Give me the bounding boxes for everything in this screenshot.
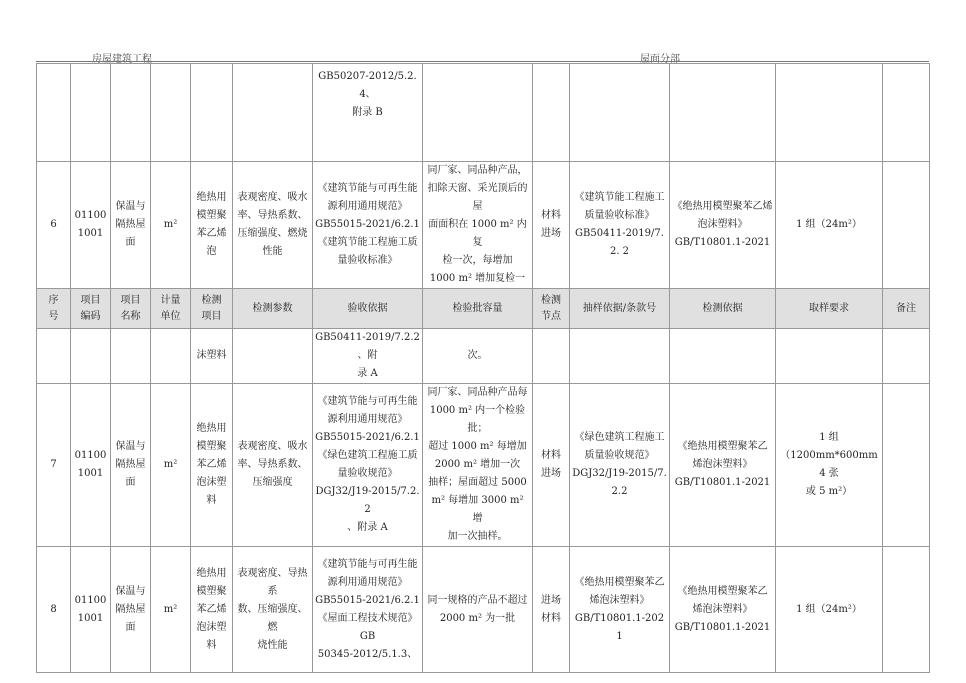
cell-name: 保温与 隔热屋 面 (111, 547, 151, 673)
column-header: 抽样依据/条款号 (570, 289, 670, 329)
column-header: 检测依据 (670, 289, 776, 329)
cell-name: 保温与 隔热屋 面 (111, 384, 151, 547)
cell-params: 表观密度、吸水 率、导热系数、 压缩强度 (233, 384, 313, 547)
cell-sampling-basis: 《建筑节能工程施工 质量验收标准》 GB50411-2019/7.2. 2 (570, 162, 670, 289)
cell-no: 6 (37, 162, 71, 289)
cell-sampling-basis (570, 329, 670, 384)
cell-remark (883, 384, 930, 547)
inspection-table (36, 63, 930, 673)
cell-item (191, 64, 233, 162)
header-division: 屋面分部 (640, 54, 680, 65)
column-header: 验收依据 (313, 289, 423, 329)
cell-test-basis: 《绝热用模塑聚苯乙烯 泡沫塑料》 GB/T10801.1-2021 (670, 162, 776, 289)
column-header: 备注 (883, 289, 930, 329)
cell-unit: m² (151, 162, 191, 289)
cell-test-basis (670, 329, 776, 384)
cell-params: 表观密度、吸水 率、导热系数、 压缩强度、燃烧 性能 (233, 162, 313, 289)
column-header: 检测 节点 (533, 289, 570, 329)
table-header-row (37, 289, 930, 329)
table-row (37, 547, 930, 673)
cell-code (71, 329, 111, 384)
cell-name (111, 329, 151, 384)
header-project: 房屋建筑工程 (92, 54, 152, 65)
cell-unit (151, 64, 191, 162)
cell-sampling-basis: 《绝热用模塑聚苯乙 烯泡沫塑料》 GB/T10801.1-2021 (570, 547, 670, 673)
cell-code (71, 64, 111, 162)
cell-test-basis: 《绝热用模塑聚苯乙 烯泡沫塑料》 GB/T10801.1-2021 (670, 384, 776, 547)
cell-code: 01100 1001 (71, 162, 111, 289)
cell-basis: GB50207-2012/5.2.4、 附录 B (313, 64, 423, 162)
cell-remark (883, 329, 930, 384)
cell-basis: 《建筑节能与可再生能 源利用通用规范》 GB55015-2021/6.2.1 《绿色建筑工程施工质 量验收规范》 DGJ32/J19-2015/7.2.2 、附录 A (313, 384, 423, 547)
cell-no (37, 64, 71, 162)
column-header: 检测 项目 (191, 289, 233, 329)
cell-remark (883, 64, 930, 162)
cell-sampling-req: 1 组（24m²） (776, 162, 883, 289)
cell-capacity: 同一规格的产品不超过 2000 m² 为一批 (423, 547, 533, 673)
cell-code: 01100 1001 (71, 547, 111, 673)
cell-basis: GB50411-2019/7.2.2 、附 录 A (313, 329, 423, 384)
table-row (37, 64, 930, 162)
column-header: 检测参数 (233, 289, 313, 329)
cell-test-basis (670, 64, 776, 162)
cell-node (533, 64, 570, 162)
cell-code: 01100 1001 (71, 384, 111, 547)
column-header: 计量 单位 (151, 289, 191, 329)
cell-name (111, 64, 151, 162)
cell-no: 8 (37, 547, 71, 673)
cell-test-basis: 《绝热用模塑聚苯乙 烯泡沫塑料》 GB/T10801.1-2021 (670, 547, 776, 673)
table-row (37, 384, 930, 547)
cell-unit: m² (151, 384, 191, 547)
cell-name: 保温与 隔热屋 面 (111, 162, 151, 289)
cell-capacity: 同厂家、同品种产品， 扣除天窗、采光顶后的屋 面面积在 1000 m² 内复 检一次，每增加 1000 m² 增加复检一 (423, 162, 533, 289)
column-header: 序 号 (37, 289, 71, 329)
cell-capacity (423, 64, 533, 162)
column-header: 取样要求 (776, 289, 883, 329)
cell-sampling-req: 1 组 （1200mm*600mm4 张 或 5 m²） (776, 384, 883, 547)
cell-node: 材料 进场 (533, 162, 570, 289)
cell-node (533, 329, 570, 384)
cell-capacity: 同厂家、同品种产品每 1000 m² 内一个检验批； 超过 1000 m² 每增加 2000 m² 增加一次 抽样；屋面超过 5000 m² 每增加 3000 m² 增 加一次抽样。 (423, 384, 533, 547)
cell-no (37, 329, 71, 384)
cell-basis: 《建筑节能与可再生能 源利用通用规范》 GB55015-2021/6.2.1 《屋面工程技术规范》 GB 50345-2012/5.1.3、 (313, 547, 423, 673)
cell-remark (883, 162, 930, 289)
cell-params (233, 329, 313, 384)
cell-remark (883, 547, 930, 673)
cell-no: 7 (37, 384, 71, 547)
cell-item: 绝热用 模塑聚 苯乙烯 泡沫塑 料 (191, 547, 233, 673)
cell-basis: 《建筑节能与可再生能 源利用通用规范》 GB55015-2021/6.2.1 《建筑节能工程施工质 量验收标准》 (313, 162, 423, 289)
header-rule (36, 61, 929, 62)
cell-item: 绝热用 模塑聚 苯乙烯 泡沫塑 料 (191, 384, 233, 547)
cell-sampling-req (776, 329, 883, 384)
cell-sampling-basis: 《绿色建筑工程施工 质量验收规范》 DGJ32/J19-2015/7. 2.2 (570, 384, 670, 547)
cell-params: 表观密度、导热系 数、压缩强度、燃 烧性能 (233, 547, 313, 673)
cell-sampling-req (776, 64, 883, 162)
cell-unit: m² (151, 547, 191, 673)
cell-capacity: 次。 (423, 329, 533, 384)
column-header: 检验批容量 (423, 289, 533, 329)
cell-sampling-req: 1 组（24m²） (776, 547, 883, 673)
cell-item: 绝热用 模塑聚 苯乙烯 泡 (191, 162, 233, 289)
table-row (37, 162, 930, 289)
column-header: 项目 编码 (71, 289, 111, 329)
cell-node: 进场 材料 (533, 547, 570, 673)
cell-sampling-basis (570, 64, 670, 162)
cell-node: 材料 进场 (533, 384, 570, 547)
cell-unit (151, 329, 191, 384)
cell-params (233, 64, 313, 162)
table-row (37, 329, 930, 384)
cell-item: 沫塑料 (191, 329, 233, 384)
column-header: 项目 名称 (111, 289, 151, 329)
